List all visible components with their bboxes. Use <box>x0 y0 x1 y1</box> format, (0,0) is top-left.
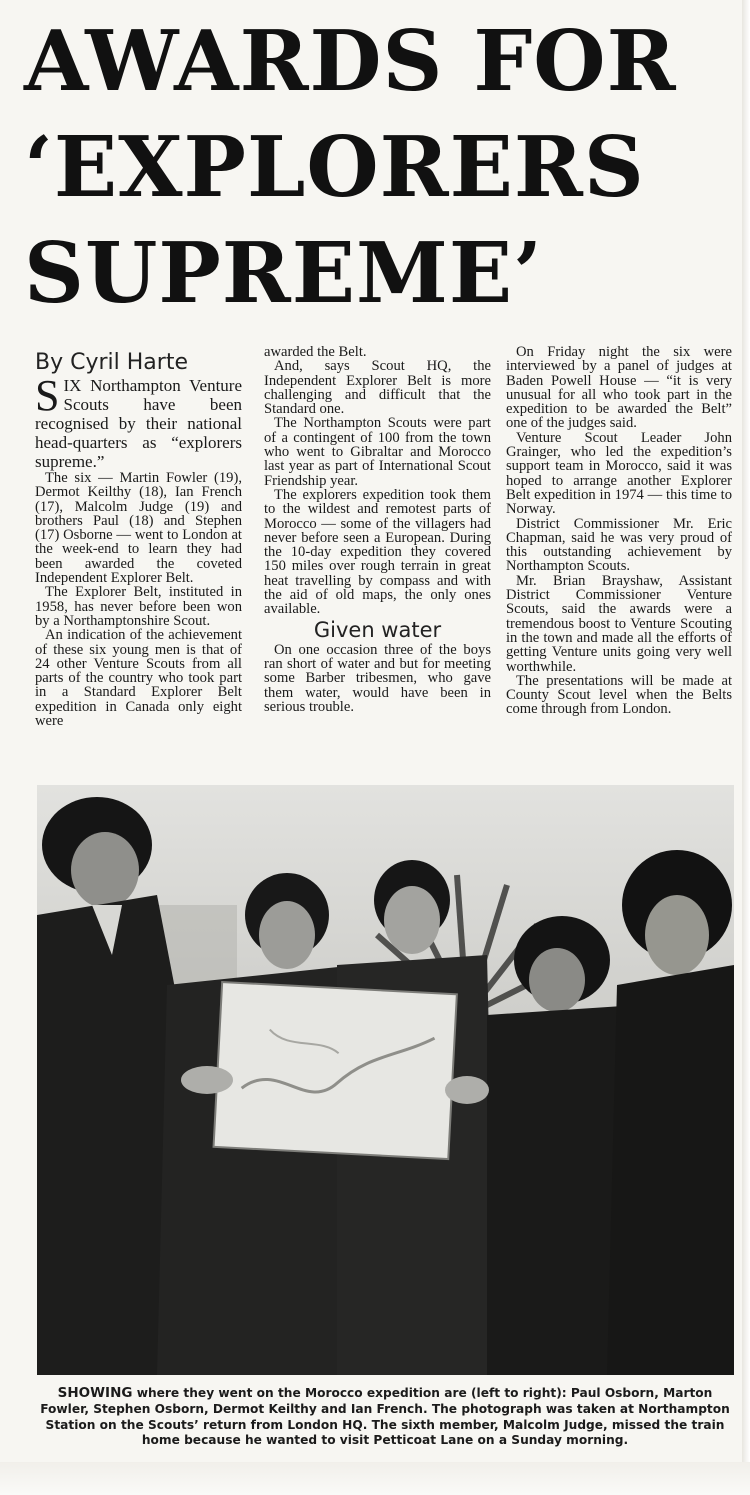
caption-text: where they went on the Morocco expedition are (left to right): Paul Osborn, Marton Fowler, Stephen Osborn, Dermot Keilthy and Ian French. The photograph was taken at Northampton Station on the Scouts’ return from London HQ. The sixth member, Malcolm Judge, missed the train home because he wanted to visit Petticoat Lane on a Sunday morning. <box>40 1386 730 1448</box>
paragraph: The six — Martin Fowler (19), Dermot Keilthy (18), Ian French (17), Malcolm Judge (19) and brothers Paul (18) and Stephen (17) Osborne — went to London at the week-end to learn they had been awarded the coveted Independent Explorer Belt. <box>35 470 242 587</box>
paragraph: And, says Scout HQ, the Independent Explorer Belt is more challenging and difficult that the Standard one. <box>264 358 491 418</box>
paragraph: Mr. Brian Brayshaw, Assistant District Commissioner Venture Scouts, said the awards were a tremendous boost to Venture Scouting in the town and made all the efforts of getting Venture units going very well worthwhile. <box>506 572 732 675</box>
paragraph: On Friday night the six were interviewed by a panel of judges at Baden Powell House — “it is very unusual for all who took part in the expedition to be awarded the Belt” one of the judges said. <box>506 344 732 432</box>
photo-illustration <box>37 785 734 1375</box>
article-column-3 <box>506 345 732 717</box>
lead-text: IX Northampton Venture Scouts have been recognised by their national head-quarters as “explorers supreme.” <box>35 376 242 471</box>
paragraph: The explorers expedition took them to the wildest and remotest parts of Morocco — some of the villagers had never before seen a European. During the 10-day expedition they covered 150 miles over rough terrain in great heat travelling by compass and with the aid of old maps, the only ones available. <box>264 486 491 618</box>
paper-edge <box>742 0 750 1495</box>
paragraph: An indication of the achievement of these six young men is that of 24 other Venture Scouts from all parts of the country who took part in a Standard Explorer Belt expedition in Canada only eight were <box>35 627 242 730</box>
lead-paragraph <box>35 371 242 471</box>
headline <box>24 8 724 326</box>
paragraph: The Northampton Scouts were part of a contingent of 100 from the town who went to Gibraltar and Morocco last year as part of International Scout Friendship year. <box>264 415 491 489</box>
paragraph: The presentations will be made at County Scout level when the Belts come through from London. <box>506 672 732 718</box>
paragraph: The Explorer Belt, instituted in 1958, has never before been won by a Northamptonshire Scout. <box>35 584 242 629</box>
caption-lead: SHOWING <box>57 1385 133 1401</box>
headline-line-1: AWARDS FOR <box>24 12 677 110</box>
paragraph: On one occasion three of the boys ran short of water and but for meeting some Barber tribesmen, who gave them water, would have been in serious trouble. <box>264 641 491 715</box>
paragraph: Venture Scout Leader John Grainger, who led the expedition’s support team in Morocco, said it was hoped to arrange another Explorer Belt expedition in 1974 — this time to Norway. <box>506 429 732 518</box>
headline-line-3: SUPREME’ <box>24 224 544 322</box>
paragraph-continued: awarded the Belt. <box>264 344 367 360</box>
subheading: Given water <box>313 617 442 642</box>
headline-line-2: ‘EXPLORERS <box>24 118 645 216</box>
byline: By Cyril Harte <box>35 350 188 375</box>
paper-bottom-edge <box>0 1462 750 1495</box>
drop-cap: S <box>35 371 60 420</box>
article-column-2 <box>264 345 491 714</box>
group-photograph <box>37 785 734 1375</box>
paragraph: District Commissioner Mr. Eric Chapman, said he was very proud of this outstanding achievement by Northampton Scouts. <box>506 515 732 575</box>
article-column-1 <box>35 350 242 728</box>
photo-caption <box>40 1386 730 1449</box>
